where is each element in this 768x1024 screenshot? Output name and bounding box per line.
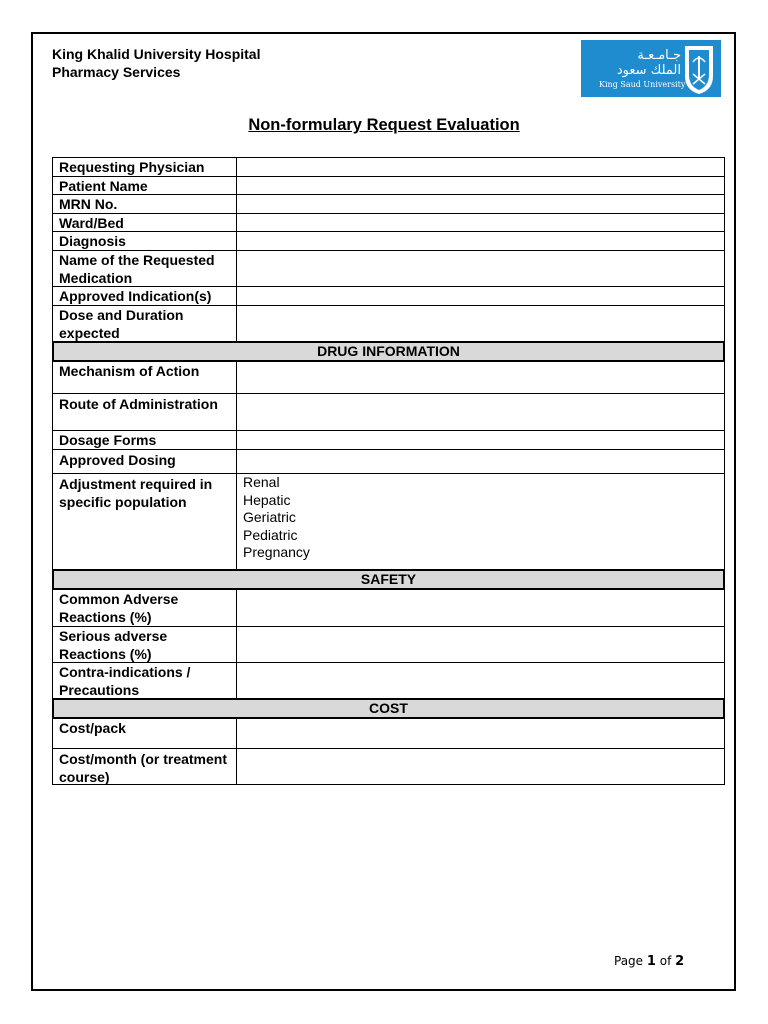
row-label: Common Adverse Reactions (%) — [53, 590, 237, 626]
row-label: Route of Administration — [53, 394, 237, 430]
page-current: 1 — [646, 954, 656, 969]
option-pregnancy: Pregnancy — [243, 544, 310, 560]
document-header — [52, 45, 260, 81]
row-label: Ward/Bed — [53, 214, 237, 231]
row-value[interactable] — [237, 287, 724, 305]
row-value[interactable] — [237, 158, 724, 176]
form-row-dose-duration — [52, 305, 725, 341]
section-header-safety: SAFETY — [52, 569, 725, 590]
row-label: Requesting Physician — [53, 158, 237, 176]
row-value[interactable] — [237, 749, 724, 784]
row-value[interactable] — [237, 306, 724, 341]
adjustment-options-list — [237, 474, 724, 569]
row-value[interactable] — [237, 431, 724, 449]
form-row-requesting-physician — [52, 157, 725, 176]
row-value[interactable] — [237, 195, 724, 213]
row-label: Contra-indications / Precautions — [53, 663, 237, 698]
row-value[interactable] — [237, 627, 724, 662]
row-value[interactable] — [237, 251, 724, 286]
row-label: Approved Dosing — [53, 450, 237, 473]
form-row-medication-name — [52, 250, 725, 286]
form-row-mechanism — [52, 362, 725, 393]
form-row-contraindications — [52, 662, 725, 698]
row-value[interactable] — [237, 232, 724, 250]
row-value[interactable] — [237, 590, 724, 626]
row-value[interactable] — [237, 394, 724, 430]
form-row-ward-bed — [52, 213, 725, 231]
option-hepatic: Hepatic — [243, 491, 291, 508]
row-value[interactable] — [237, 450, 724, 473]
form-row-common-adverse — [52, 590, 725, 626]
row-value[interactable] — [237, 177, 724, 194]
row-value[interactable] — [237, 663, 724, 698]
row-label: Cost/month (or treatment course) — [53, 749, 237, 784]
option-renal: Renal — [243, 474, 280, 490]
form-row-dosage-forms — [52, 430, 725, 449]
logo-arabic-line1: جـامـعـة — [637, 48, 681, 63]
row-label: MRN No. — [53, 195, 237, 213]
option-geriatric: Geriatric — [243, 509, 296, 525]
document-title: Non-formulary Request Evaluation — [248, 116, 520, 134]
page-total: 2 — [675, 954, 685, 969]
form-row-patient-name — [52, 176, 725, 194]
form-row-mrn — [52, 194, 725, 213]
of-word: of — [659, 954, 672, 968]
row-label: Patient Name — [53, 177, 237, 194]
row-label: Adjustment required in specific population — [53, 474, 237, 569]
evaluation-form-table — [52, 157, 725, 785]
row-label: Cost/pack — [53, 719, 237, 748]
row-label: Mechanism of Action — [53, 362, 237, 393]
row-label: Approved Indication(s) — [53, 287, 237, 305]
page-number — [614, 954, 684, 969]
form-row-approved-indications — [52, 286, 725, 305]
page-word: Page — [614, 954, 644, 968]
form-row-serious-adverse — [52, 626, 725, 662]
row-label: Name of the Requested Medication — [53, 251, 237, 286]
form-row-cost-pack — [52, 719, 725, 748]
form-row-adjustment — [52, 473, 725, 569]
row-label: Serious adverse Reactions (%) — [53, 627, 237, 662]
form-row-cost-month — [52, 748, 725, 785]
section-header-drug-information: DRUG INFORMATION — [52, 341, 725, 362]
hospital-name: King Khalid University Hospital — [52, 46, 261, 62]
logo-english: King Saud University — [599, 80, 686, 89]
row-label: Dose and Duration expected — [53, 306, 237, 341]
logo-arabic-line2: الملك سعود — [616, 63, 681, 78]
row-value[interactable] — [237, 214, 724, 231]
department-name: Pharmacy Services — [52, 64, 181, 80]
form-row-approved-dosing — [52, 449, 725, 473]
row-value[interactable] — [237, 719, 724, 748]
row-label: Dosage Forms — [53, 431, 237, 449]
section-header-cost: COST — [52, 698, 725, 719]
row-value[interactable] — [237, 362, 724, 393]
form-row-diagnosis — [52, 231, 725, 250]
option-pediatric: Pediatric — [243, 526, 298, 543]
form-row-route — [52, 393, 725, 430]
row-label: Diagnosis — [53, 232, 237, 250]
king-saud-university-logo — [581, 40, 721, 97]
